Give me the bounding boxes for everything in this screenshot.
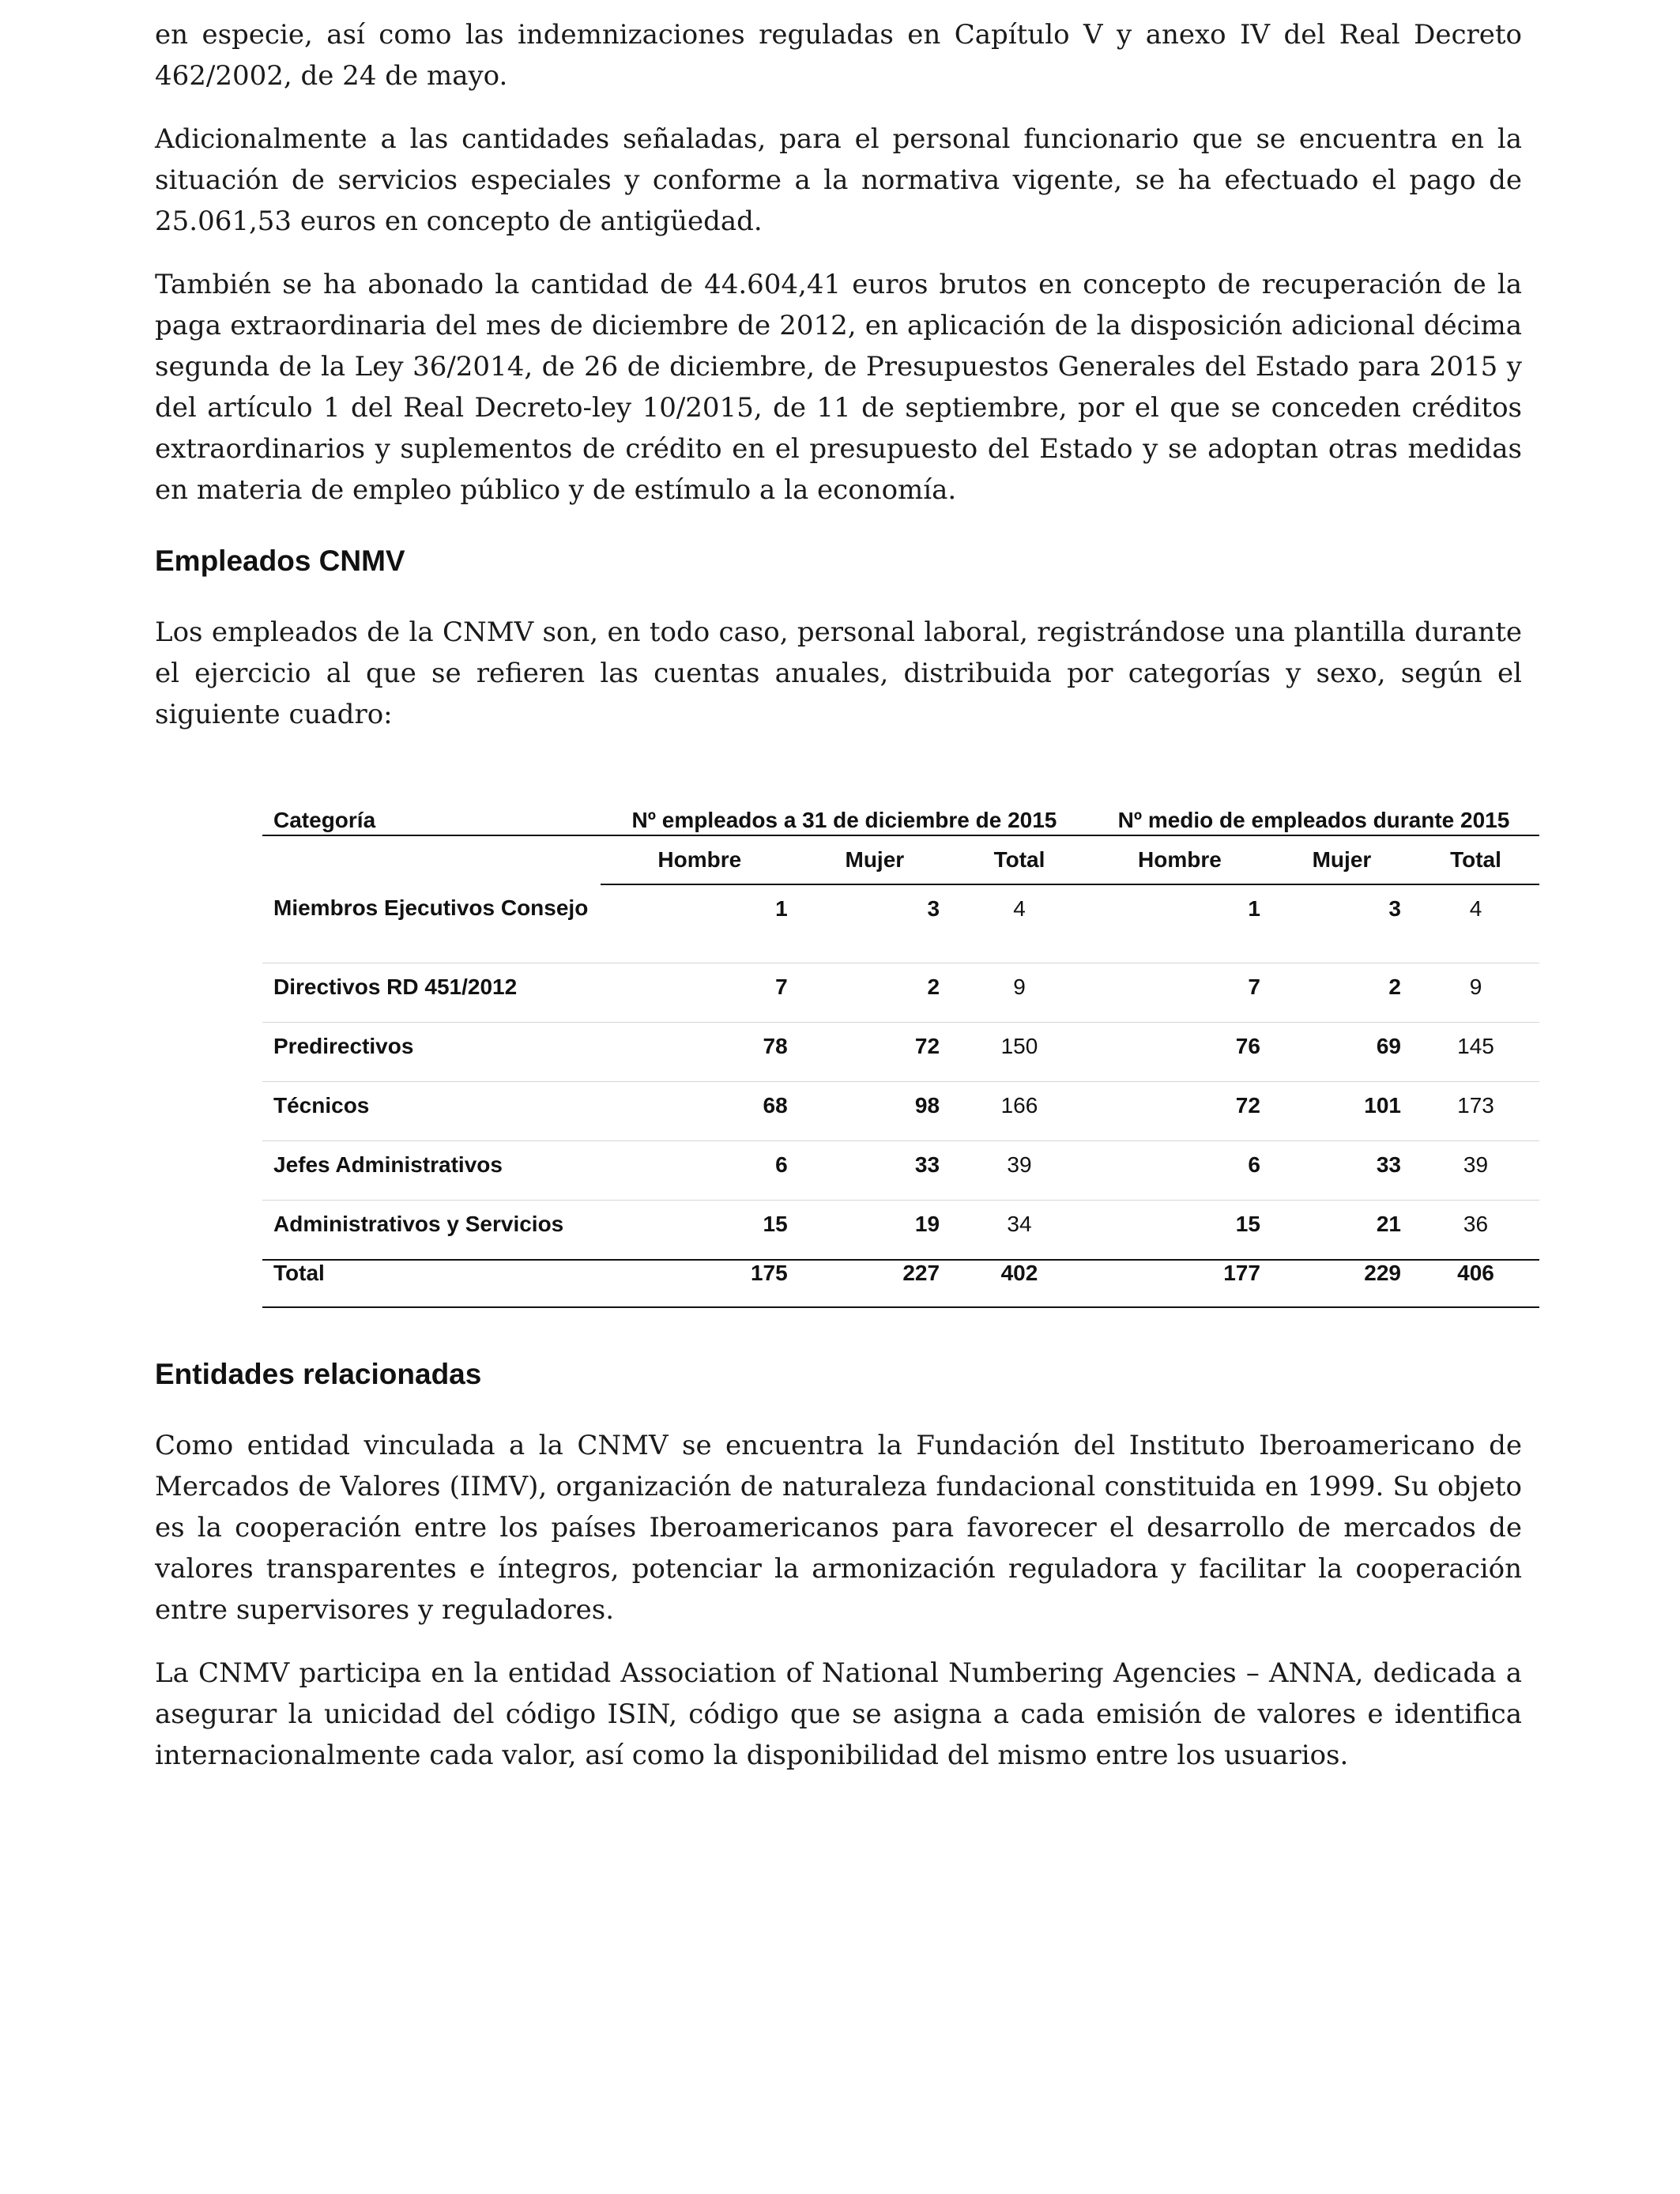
heading-empleados-cnmv: Empleados CNMV [155, 545, 405, 577]
cell-hombre: 15 [601, 1201, 799, 1261]
staff-table-container [262, 798, 1539, 1308]
subheader-hombre: Hombre [1088, 835, 1271, 884]
cell-mujer: 72 [799, 1023, 951, 1082]
cell-hombre: 76 [1088, 1023, 1271, 1082]
cell-total: 166 [951, 1082, 1088, 1141]
cell-mujer: 2 [1271, 963, 1412, 1023]
paragraph-antiguedad: Adicionalmente a las cantidades señaladas, para el personal funcionario que se encuentra en la situación de servicios especiales y conforme a la normativa vigente, se ha efectuado el pago de 25.061,53 euros en concepto de antigüedad. [155, 123, 1522, 237]
cell-hombre: 15 [1088, 1201, 1271, 1261]
total-mujer: 229 [1271, 1260, 1412, 1307]
header-group-31-diciembre: Nº empleados a 31 de diciembre de 2015 [601, 798, 1088, 835]
subheader-mujer: Mujer [799, 835, 951, 884]
cell-hombre: 6 [601, 1141, 799, 1201]
cell-total: 39 [1412, 1141, 1539, 1201]
document-page [155, 14, 1522, 1798]
total-hombre: 177 [1088, 1260, 1271, 1307]
cell-total: 173 [1412, 1082, 1539, 1141]
total-label: Total [262, 1260, 601, 1307]
total-total: 402 [951, 1260, 1088, 1307]
cell-hombre: 68 [601, 1082, 799, 1141]
cell-hombre: 78 [601, 1023, 799, 1082]
total-mujer: 227 [799, 1260, 951, 1307]
cell-total: 39 [951, 1141, 1088, 1201]
paragraph-indemnizaciones: en especie, así como las indemnizaciones reguladas en Capítulo V y anexo IV del Real Decreto 462/2002, de 24 de mayo. [155, 19, 1522, 92]
table-row [262, 963, 1539, 1023]
table-row [262, 1141, 1539, 1201]
total-hombre: 175 [601, 1260, 799, 1307]
cell-mujer: 101 [1271, 1082, 1412, 1141]
cell-mujer: 3 [799, 884, 951, 963]
row-category: Técnicos [262, 1082, 601, 1141]
table-total-row [262, 1260, 1539, 1307]
total-total: 406 [1412, 1260, 1539, 1307]
cell-mujer: 98 [799, 1082, 951, 1141]
subheader-mujer: Mujer [1271, 835, 1412, 884]
paragraph-anna: La CNMV participa en la entidad Association of National Numbering Agencies – ANNA, dedicada a asegurar la unicidad del código ISIN, código que se asigna a cada emisión de valores e identifica internacionalmente cada valor, así como la disponibilidad del mismo entre los usuarios. [155, 1657, 1522, 1771]
cell-mujer: 69 [1271, 1023, 1412, 1082]
row-category: Miembros Ejecutivos Consejo [262, 884, 601, 963]
cell-total: 4 [1412, 884, 1539, 963]
cell-hombre: 7 [1088, 963, 1271, 1023]
table-row [262, 1082, 1539, 1141]
cell-hombre: 1 [601, 884, 799, 963]
cell-total: 34 [951, 1201, 1088, 1261]
header-categoria: Categoría [262, 798, 601, 835]
subheader-total: Total [1412, 835, 1539, 884]
cell-hombre: 1 [1088, 884, 1271, 963]
cell-mujer: 2 [799, 963, 951, 1023]
cell-mujer: 33 [1271, 1141, 1412, 1201]
cell-hombre: 72 [1088, 1082, 1271, 1141]
row-category: Jefes Administrativos [262, 1141, 601, 1201]
row-category: Administrativos y Servicios [262, 1201, 601, 1261]
cell-mujer: 21 [1271, 1201, 1412, 1261]
table-header-row [262, 798, 1539, 835]
paragraph-paga-extraordinaria: También se ha abonado la cantidad de 44.604,41 euros brutos en concepto de recuperación de la paga extraordinaria del mes de diciembre de 2012, en aplicación de la disposición adicional décima segunda de la Ley 36/2014, de 26 de diciembre, de Presupuestos Generales del Estado para 2015 y del artículo 1 del Real Decreto-ley 10/2015, de 11 de septiembre, por el que se conceden créditos extraordinarios y suplementos de crédito en el presupuesto del Estado y se adoptan otras medidas en materia de empleo público y de estímulo a la economía. [155, 269, 1522, 506]
table-subheader-row [262, 835, 1539, 884]
cell-hombre: 6 [1088, 1141, 1271, 1201]
cell-total: 36 [1412, 1201, 1539, 1261]
cell-hombre: 7 [601, 963, 799, 1023]
staff-table [262, 798, 1539, 1308]
cell-mujer: 19 [799, 1201, 951, 1261]
table-row [262, 1201, 1539, 1261]
cell-total: 9 [1412, 963, 1539, 1023]
header-group-medio: Nº medio de empleados durante 2015 [1088, 798, 1539, 835]
subheader-hombre: Hombre [601, 835, 799, 884]
cell-total: 4 [951, 884, 1088, 963]
cell-mujer: 33 [799, 1141, 951, 1201]
table-row [262, 1023, 1539, 1082]
subheader-total: Total [951, 835, 1088, 884]
cell-total: 9 [951, 963, 1088, 1023]
cell-total: 145 [1412, 1023, 1539, 1082]
table-row [262, 884, 1539, 963]
row-category: Predirectivos [262, 1023, 601, 1082]
paragraph-iimv: Como entidad vinculada a la CNMV se encuentra la Fundación del Instituto Iberoamericano de Mercados de Valores (IIMV), organización de naturaleza fundacional constituida en 1999. Su objeto es la cooperación entre los países Iberoamericanos para favorecer el desarrollo de mercados de valores transparentes e íntegros, potenciar la armonización reguladora y facilitar la cooperación entre supervisores y reguladores. [155, 1430, 1522, 1626]
cell-total: 150 [951, 1023, 1088, 1082]
paragraph-empleados: Los empleados de la CNMV son, en todo caso, personal laboral, registrándose una plantilla durante el ejercicio al que se refieren las cuentas anuales, distribuida por categorías y sexo, según el siguiente cuadro: [155, 616, 1522, 730]
cell-mujer: 3 [1271, 884, 1412, 963]
row-category: Directivos RD 451/2012 [262, 963, 601, 1023]
heading-entidades-relacionadas: Entidades relacionadas [155, 1358, 482, 1390]
subheader-blank [262, 835, 601, 884]
